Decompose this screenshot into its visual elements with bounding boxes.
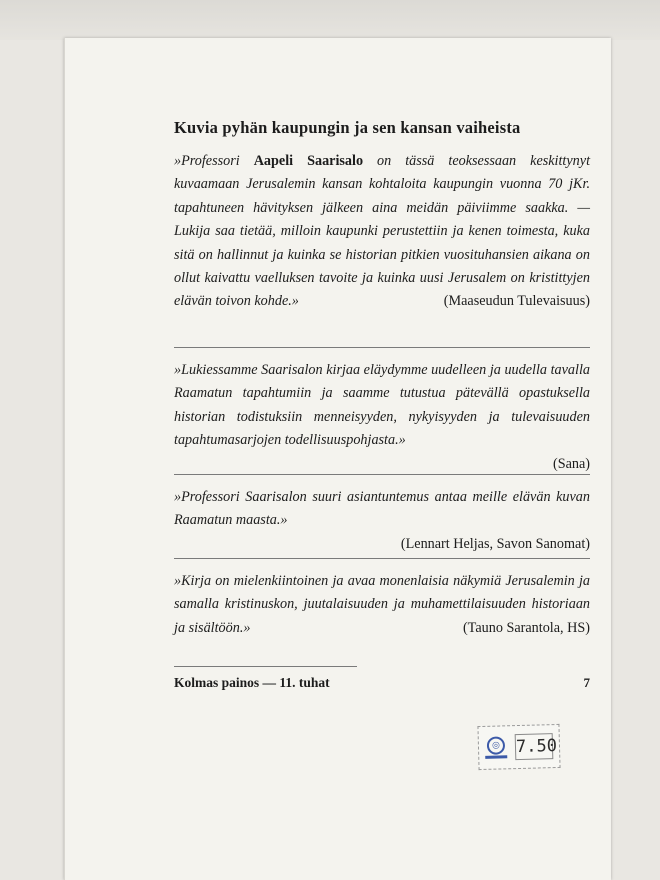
quote-1-source: (Maaseudun Tulevaisuus) [443,293,590,310]
page-number: 7 [583,675,590,690]
divider-2 [174,474,590,475]
quote-4-source: (Tauno Sarantola, HS) [462,619,590,636]
bookstore-logo-icon: ◎ [487,736,505,754]
book-back-cover [64,38,611,880]
quote-4-text: »Kirja on mielenkiintoinen ja avaa monenlaisia näkymiä Jerusalemin ja samalla kristinuskon, juutalaisuuden ja muhamettilaisuuden historiaan ja sisältöön.» [174,573,590,636]
quote-2-source: (Sana) [552,455,590,472]
quote-2-text: »Lukiessamme Saarisalon kirjaa eläydymme uudelleen ja uudella tavalla Raamatun tapahtumiin ja saamme tutustua pätevällä opastuksella historian todistuksiin menneisyyden, nykyisyyden ja tulevaisuuden tapahtumasarjojen todellisuuspohjasta.» [174,362,590,449]
quote-1-author-name: Aapeli Saarisalo [253,153,364,169]
background-surface [0,0,660,40]
quote-1-lead: »Professori [174,153,254,169]
divider-3 [174,558,590,559]
divider-1 [174,347,590,348]
edition-line: Kolmas painos — 11. tuhat [174,675,330,690]
review-quote-2 [174,359,590,476]
review-quote-4 [174,570,590,640]
quote-1-text: on tässä teoksessaan keskittynyt kuvaamaan Jerusalemin kansan kohtaloita kaupungin vuonna 70 jKr. tapahtuneen hävityksen jälkeen aina meidän päiviimme saakka. — Lukija saa tietää, milloin kaupunki perustettiin ja kenen toimesta, kuka sitä on hallinnut ja kuinka se historian pitkien vuosituhansien aikana on ollut kaivattu vaelluksen tavoite ja kuinka uusi Jerusalem on kristittyjen elävän toivon kohde.» [174,153,591,310]
price-label: 7.50 [515,733,554,760]
price-sticker [477,724,560,770]
quote-3-source: (Lennart Heljas, Savon Sanomat) [400,535,590,552]
edition-divider [174,666,357,667]
quote-3-text: »Professori Saarisalon suuri asiantuntemus antaa meille elävän kuvan Raamatun maasta.» [174,489,590,529]
review-quote-1 [174,150,590,314]
review-quote-3 [174,486,590,556]
cover-heading: Kuvia pyhän kaupungin ja sen kansan vaiheista [174,118,521,137]
